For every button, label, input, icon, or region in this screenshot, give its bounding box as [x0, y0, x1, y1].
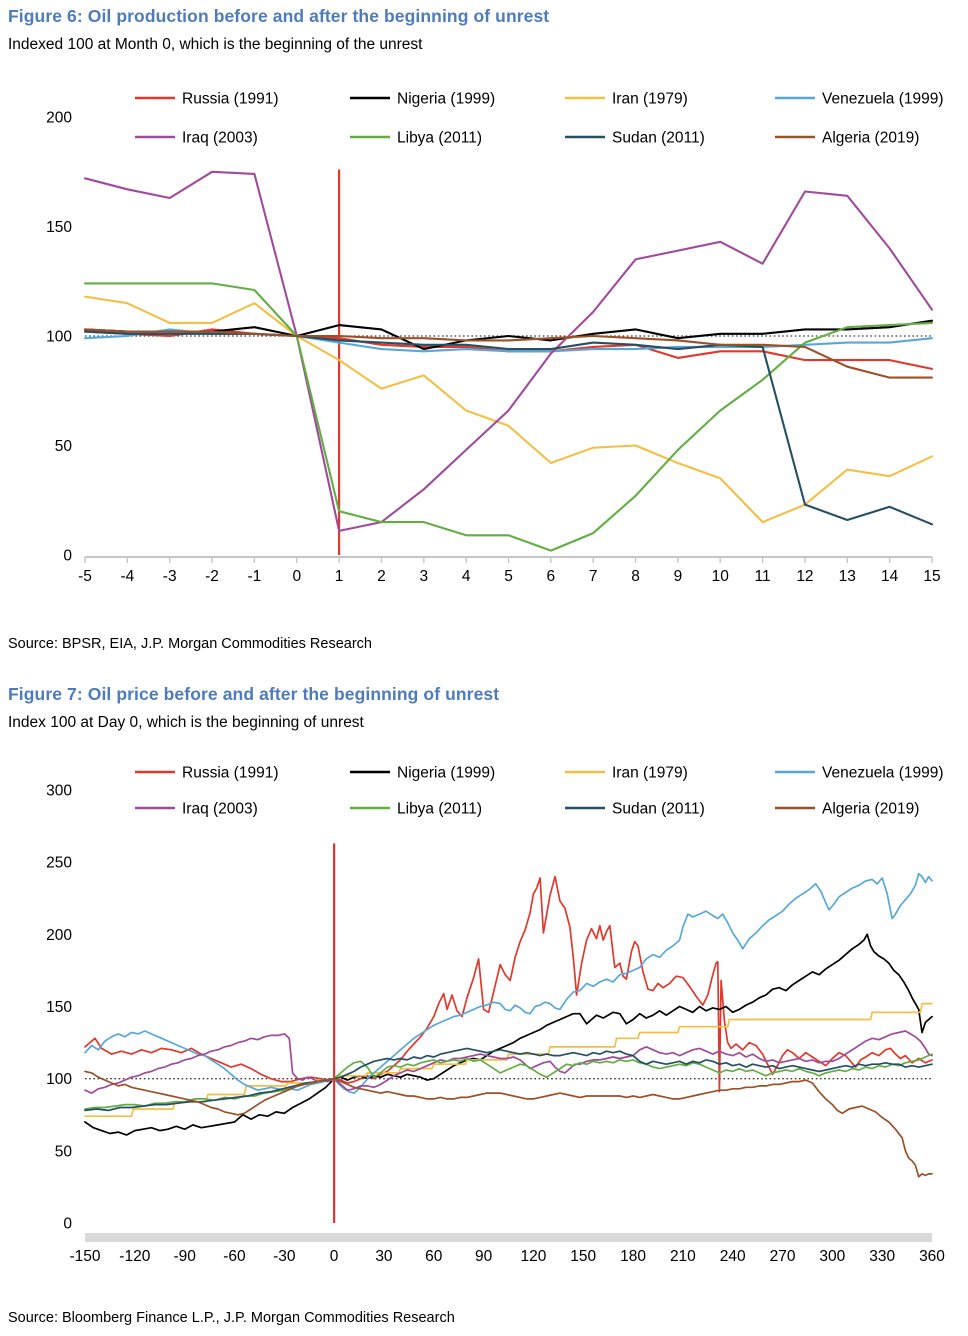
- series-line-russia-1991: [85, 877, 932, 1092]
- legend-label: Libya (2011): [397, 129, 483, 147]
- legend-label: Algeria (2019): [822, 129, 920, 147]
- x-tick-label: -2: [205, 568, 219, 585]
- x-tick-label: 60: [425, 1248, 443, 1265]
- y-axis: [46, 110, 72, 565]
- y-tick-label: 300: [46, 782, 72, 800]
- y-tick-label: 100: [46, 328, 72, 346]
- oil-price-chart: [0, 758, 968, 1278]
- x-tick-label: 15: [923, 568, 941, 585]
- x-tick-label: 30: [375, 1248, 393, 1265]
- x-tick-label: 4: [461, 568, 471, 585]
- x-tick-label: -4: [120, 568, 135, 585]
- x-tick-label: 11: [754, 568, 771, 585]
- legend: [135, 765, 944, 818]
- x-tick-label: -5: [78, 568, 92, 585]
- x-tick-label: 10: [711, 568, 729, 585]
- x-tick-label: 2: [377, 568, 386, 585]
- legend-label: Russia (1991): [182, 764, 279, 782]
- x-tick-label: 210: [669, 1248, 696, 1265]
- legend-label: Nigeria (1999): [397, 90, 496, 108]
- legend-label: Venezuela (1999): [822, 90, 944, 108]
- figure7-subtitle: Index 100 at Day 0, which is the beginning of unrest: [8, 714, 364, 731]
- legend-label: Nigeria (1999): [397, 764, 496, 782]
- x-tick-label: 90: [474, 1248, 493, 1265]
- x-tick-label: 12: [796, 568, 814, 585]
- legend-label: Venezuela (1999): [822, 764, 944, 782]
- x-tick-label: 120: [520, 1248, 547, 1265]
- x-axis: [69, 1233, 945, 1265]
- x-tick-label: 180: [620, 1248, 646, 1265]
- series-line-algeria-2019: [85, 1071, 932, 1176]
- y-tick-label: 200: [46, 109, 72, 127]
- x-tick-label: 3: [419, 568, 429, 585]
- x-tick-label: 240: [719, 1248, 746, 1265]
- figure7-source: Source: Bloomberg Finance L.P., J.P. Morgan Commodities Research: [8, 1310, 455, 1326]
- y-tick-label: 50: [54, 1143, 72, 1161]
- y-tick-label: 150: [46, 219, 72, 236]
- series-line-iraq-2003: [85, 1031, 932, 1093]
- legend-label: Iraq (2003): [182, 800, 258, 818]
- x-tick-label: 6: [546, 568, 556, 585]
- y-tick-label: 250: [46, 854, 72, 872]
- legend-label: Sudan (2011): [612, 129, 705, 147]
- x-tick-label: -120: [119, 1248, 151, 1265]
- y-tick-label: 50: [54, 438, 72, 455]
- legend-label: Sudan (2011): [612, 800, 705, 818]
- legend: [135, 91, 944, 147]
- oil-production-chart: [0, 60, 968, 600]
- x-tick-label: -60: [223, 1248, 246, 1265]
- x-tick-label: -1: [247, 568, 262, 585]
- y-tick-label: 100: [46, 1071, 72, 1089]
- x-tick-label: -30: [273, 1248, 296, 1265]
- y-tick-label: 200: [46, 926, 72, 944]
- x-axis-bar: [85, 1233, 932, 1242]
- x-tick-label: 13: [838, 568, 856, 585]
- x-tick-label: -3: [162, 568, 177, 585]
- x-tick-label: 300: [819, 1248, 846, 1265]
- y-axis: [46, 783, 72, 1233]
- x-tick-label: 0: [329, 1248, 339, 1265]
- legend-label: Libya (2011): [397, 800, 483, 818]
- x-tick-label: 1: [334, 568, 344, 585]
- x-tick-label: 150: [570, 1248, 597, 1265]
- y-tick-label: 0: [63, 547, 72, 565]
- figure6-subtitle: Indexed 100 at Month 0, which is the beginning of the unrest: [8, 36, 423, 53]
- x-tick-label: 330: [869, 1248, 896, 1265]
- x-tick-label: 5: [504, 568, 513, 585]
- x-tick-label: 0: [292, 568, 302, 585]
- x-tick-label: 9: [673, 568, 683, 585]
- series-lines: [85, 874, 932, 1177]
- x-tick-label: 360: [919, 1248, 945, 1265]
- x-tick-label: 7: [588, 568, 598, 585]
- figure7-title: Figure 7: Oil price before and after the beginning of unrest: [8, 684, 500, 704]
- x-tick-label: 270: [769, 1248, 796, 1265]
- y-tick-label: 0: [63, 1215, 72, 1233]
- legend-label: Iraq (2003): [182, 129, 258, 147]
- series-line-nigeria-1999: [85, 934, 932, 1135]
- legend-label: Iran (1979): [612, 90, 688, 108]
- x-tick-label: 14: [881, 568, 899, 585]
- x-axis: [78, 557, 941, 585]
- legend-label: Russia (1991): [182, 90, 279, 108]
- x-tick-label: -90: [173, 1248, 196, 1265]
- x-tick-label: 8: [631, 568, 640, 585]
- series-lines: [85, 172, 932, 551]
- legend-label: Iran (1979): [612, 764, 688, 782]
- legend-label: Algeria (2019): [822, 800, 920, 818]
- figure6-source: Source: BPSR, EIA, J.P. Morgan Commodities Research: [8, 636, 372, 652]
- y-tick-label: 150: [46, 999, 72, 1016]
- x-tick-label: -150: [69, 1248, 101, 1265]
- figure6-title: Figure 6: Oil production before and after the beginning of unrest: [8, 6, 550, 26]
